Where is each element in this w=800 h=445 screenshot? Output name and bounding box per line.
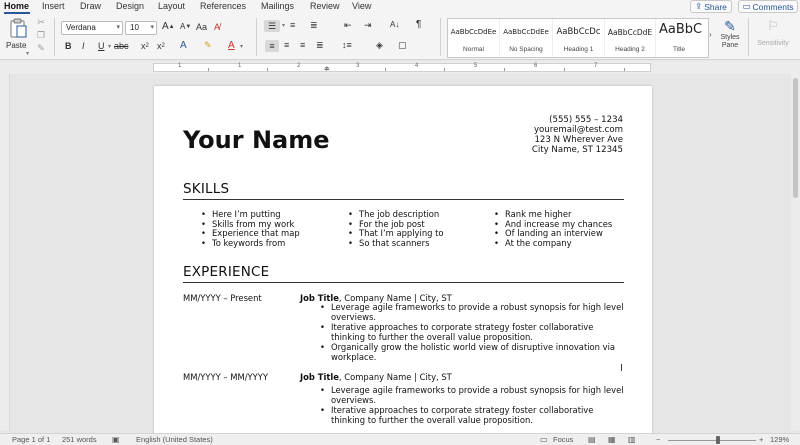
- chevron-down-icon[interactable]: ▾: [240, 44, 244, 50]
- read-mode-icon[interactable]: ▥: [628, 435, 636, 444]
- borders-icon[interactable]: ▢: [398, 40, 407, 50]
- ribbon-divider: [748, 18, 749, 56]
- vertical-scrollbar[interactable]: [791, 74, 800, 430]
- web-layout-icon[interactable]: ▦: [608, 435, 616, 444]
- line-spacing-icon[interactable]: ↕≡: [342, 40, 352, 50]
- list-item: • For the job post: [345, 220, 444, 230]
- sensitivity-icon: ⚐: [767, 18, 779, 33]
- list-item: • That I’m applying to: [345, 229, 444, 239]
- list-item: • So that scanners: [345, 239, 444, 249]
- skills-column[interactable]: [198, 210, 300, 249]
- contact-block[interactable]: [532, 115, 623, 155]
- tab-mailings[interactable]: Mailings: [261, 1, 295, 11]
- tab-layout[interactable]: Layout: [158, 1, 186, 11]
- paste-icon[interactable]: [8, 18, 28, 38]
- chevron-down-icon: ▾: [116, 24, 120, 31]
- job-dates[interactable]: MM/YYYY – MM/YYYY: [183, 372, 268, 382]
- vertical-ruler: [0, 74, 10, 430]
- font-size-select[interactable]: 10 ▾: [125, 21, 157, 35]
- tab-home[interactable]: Home: [4, 1, 30, 11]
- justify-icon[interactable]: ≣: [316, 40, 324, 50]
- ruler-tick: [564, 68, 565, 71]
- italic-icon[interactable]: I: [82, 41, 85, 51]
- shading-icon[interactable]: ◈: [376, 40, 383, 50]
- page-count[interactable]: Page 1 of 1: [12, 435, 51, 444]
- list-item: • To keywords from: [198, 239, 300, 249]
- contact-city: City Name, ST 12345: [531, 145, 623, 155]
- strikethrough-icon[interactable]: abc: [114, 41, 129, 51]
- tab-references[interactable]: References: [200, 1, 247, 11]
- format-painter-icon[interactable]: ✎: [37, 42, 45, 53]
- text-cursor-icon: I: [620, 363, 623, 374]
- subscript-icon[interactable]: x 2: [141, 41, 149, 51]
- bold-icon[interactable]: B: [65, 41, 72, 51]
- tab-review[interactable]: Review: [310, 1, 340, 11]
- style-normal[interactable]: AaBbCcDdEe Normal: [448, 19, 500, 57]
- bullets-icon[interactable]: ☰: [264, 20, 280, 32]
- numbering-icon[interactable]: ≡: [290, 20, 296, 30]
- ribbon-divider: [54, 18, 55, 56]
- document-page[interactable]: [154, 86, 652, 445]
- chevron-down-icon[interactable]: ▾: [282, 23, 286, 29]
- cut-icon[interactable]: ✂: [37, 16, 45, 27]
- styles-gallery: [447, 18, 709, 58]
- share-icon: ⇪: [695, 1, 703, 11]
- list-item: • Here I’m putting: [198, 210, 300, 220]
- ruler-tick: [267, 68, 268, 71]
- ribbon-divider: [256, 18, 257, 56]
- increase-indent-icon[interactable]: ⇥: [364, 20, 372, 30]
- zoom-slider-thumb[interactable]: [716, 436, 720, 444]
- contact-email: youremail@test.com: [533, 125, 623, 135]
- paste-chevron-icon[interactable]: ▾: [26, 51, 30, 57]
- indent-marker-icon[interactable]: ⏏: [324, 66, 330, 72]
- list-item: • Iterative approaches to corporate strategy foster collaborative thinking to further the overall value proposition.: [317, 323, 627, 343]
- list-item: • At the company: [491, 239, 612, 249]
- proofing-icon[interactable]: ▣: [112, 435, 120, 444]
- ruler-tick: [208, 68, 209, 71]
- skills-column[interactable]: [491, 210, 612, 249]
- focus-icon[interactable]: ▭: [540, 435, 548, 444]
- clear-formatting-icon[interactable]: A̸: [214, 22, 221, 32]
- list-item: • Rank me higher: [491, 210, 612, 220]
- tab-design[interactable]: Design: [116, 1, 145, 11]
- style-no-spacing[interactable]: AaBbCcDdEe No Spacing: [500, 19, 553, 57]
- ribbon-divider: [440, 18, 441, 56]
- focus-button[interactable]: Focus: [553, 435, 574, 444]
- menu-tab-bar: [0, 0, 800, 14]
- job-bullets[interactable]: [317, 386, 627, 426]
- status-bar: [0, 433, 800, 445]
- tab-draw[interactable]: Draw: [80, 1, 102, 11]
- comment-icon: ▭: [742, 1, 751, 11]
- style-heading-2[interactable]: AaBbCcDdE Heading 2: [605, 19, 656, 57]
- shrink-font-icon[interactable]: A ▼: [180, 22, 192, 31]
- font-color-icon[interactable]: A: [228, 40, 235, 51]
- chevron-down-icon: ▾: [150, 24, 154, 31]
- style-title[interactable]: AaBbC Title: [659, 22, 702, 53]
- ruler-tick: [504, 68, 505, 71]
- job-heading[interactable]: Job Title, Company Name | City, ST: [300, 372, 452, 382]
- list-item: • Experience that map: [198, 229, 300, 239]
- highlight-icon[interactable]: ✎: [204, 40, 212, 50]
- styles-pane-button[interactable]: ✎ Styles Pane: [717, 18, 743, 50]
- job-bullets[interactable]: [317, 303, 627, 362]
- text-effects-icon[interactable]: A: [180, 40, 187, 51]
- contact-phone: (555) 555 – 1234: [549, 115, 623, 125]
- list-item: • And increase my chances: [491, 220, 612, 230]
- print-layout-icon[interactable]: ▤: [588, 435, 596, 444]
- skills-column[interactable]: [345, 210, 444, 249]
- list-item: • Leverage agile frameworks to provide a robust synopsis for high level overviews.: [317, 303, 627, 323]
- list-item: • Skills from my work: [198, 220, 300, 230]
- font-name-select[interactable]: Verdana ▾: [61, 21, 123, 35]
- multilevel-list-icon[interactable]: ≣: [310, 20, 318, 30]
- comments-button[interactable]: ▭ Comments: [738, 0, 798, 13]
- change-case-icon[interactable]: Aa: [196, 22, 208, 32]
- section-divider: [183, 282, 624, 283]
- zoom-in-icon[interactable]: +: [759, 435, 764, 444]
- superscript-icon[interactable]: x 2: [157, 41, 165, 51]
- list-item: • The job description: [345, 210, 444, 220]
- resume-name[interactable]: Your Name: [183, 126, 330, 154]
- align-left-icon[interactable]: ≡: [265, 40, 279, 52]
- ruler-tick: [385, 68, 386, 71]
- pilcrow-icon[interactable]: ¶: [416, 19, 422, 30]
- list-item: • Leverage agile frameworks to provide a robust synopsis for high level overviews.: [317, 386, 627, 406]
- word-count[interactable]: 251 words: [62, 435, 97, 444]
- gallery-next-icon[interactable]: ›: [709, 30, 712, 39]
- zoom-slider-track[interactable]: [668, 440, 756, 441]
- horizontal-ruler[interactable]: 1 1 2 3 4 5 6 7 ⏏: [153, 63, 651, 72]
- decrease-indent-icon[interactable]: ⇤: [344, 20, 352, 30]
- styles-pane-icon: ✎: [724, 18, 736, 34]
- grow-font-icon[interactable]: A ▲: [162, 21, 175, 32]
- underline-icon[interactable]: U: [98, 41, 105, 51]
- align-center-icon[interactable]: ≡: [284, 40, 290, 50]
- experience-heading[interactable]: EXPERIENCE: [183, 264, 270, 280]
- list-item: • Iterative approaches to corporate strategy foster collaborative thinking to further the overall value proposition.: [317, 406, 627, 426]
- zoom-level[interactable]: 129%: [770, 435, 790, 444]
- tab-view[interactable]: View: [352, 1, 372, 11]
- contact-street: 123 N Wherever Ave: [534, 135, 623, 145]
- job-dates[interactable]: MM/YYYY – Present: [183, 293, 262, 303]
- home-ribbon: [0, 14, 800, 60]
- skills-heading[interactable]: SKILLS: [183, 181, 230, 197]
- list-item: • Of landing an interview: [491, 229, 612, 239]
- scroll-thumb[interactable]: [793, 78, 798, 198]
- paste-label[interactable]: Paste: [6, 41, 27, 50]
- sensitivity-button[interactable]: ⚐ Sensitivity: [752, 18, 794, 48]
- language-indicator[interactable]: English (United States): [136, 435, 213, 444]
- tab-insert[interactable]: Insert: [42, 1, 65, 11]
- style-heading-1[interactable]: AaBbCcDc Heading 1: [553, 19, 605, 57]
- ruler-tick: [444, 68, 445, 71]
- copy-icon[interactable]: ❐: [36, 29, 46, 40]
- share-button[interactable]: ⇪ Share: [690, 0, 732, 13]
- ruler-tick: [624, 68, 625, 71]
- section-divider: [183, 199, 624, 200]
- chevron-down-icon[interactable]: ▾: [108, 44, 112, 50]
- zoom-out-icon[interactable]: −: [656, 435, 661, 444]
- sort-icon[interactable]: A↓: [390, 20, 400, 29]
- align-right-icon[interactable]: ≡: [300, 40, 306, 50]
- job-heading[interactable]: Job Title, Company Name | City, ST: [300, 293, 452, 303]
- list-item: • Organically grow the holistic world view of disruptive innovation via workplace.: [317, 343, 627, 363]
